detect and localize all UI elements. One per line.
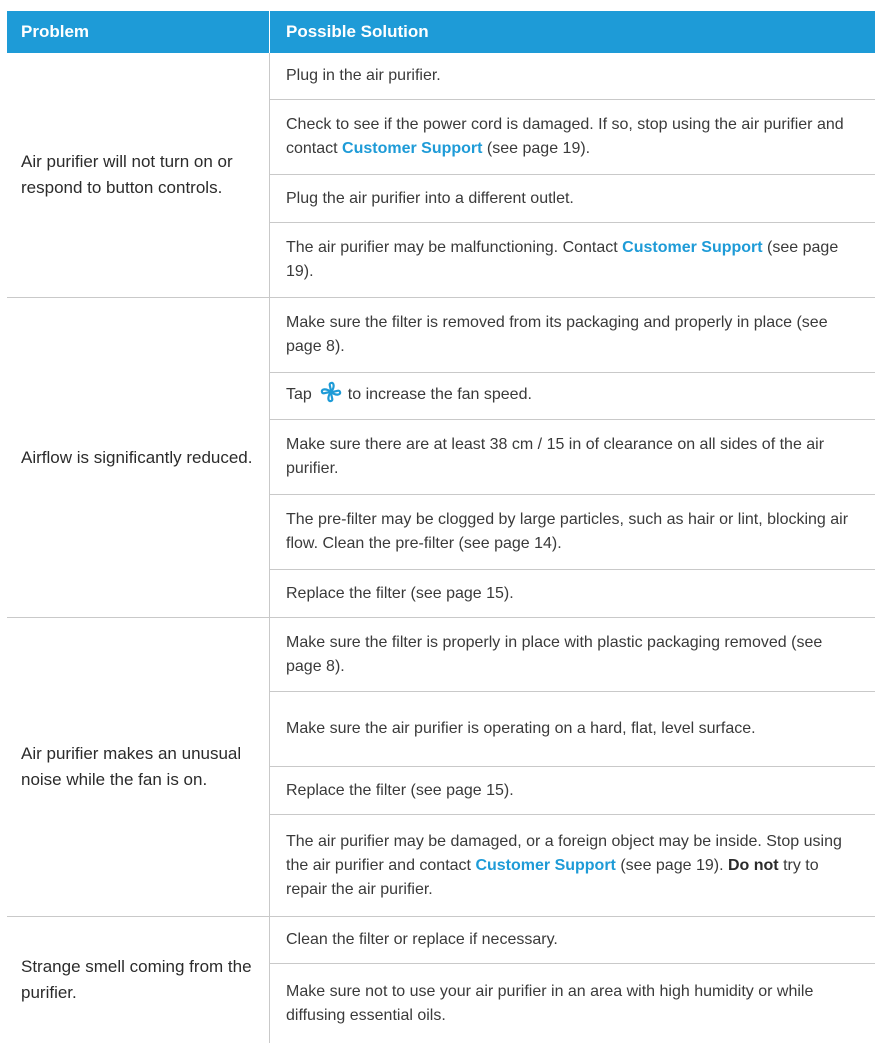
solution-text: Replace the filter (see page 15). bbox=[286, 781, 514, 799]
table-row bbox=[7, 53, 875, 298]
solution-cell bbox=[270, 495, 875, 570]
solution-list bbox=[270, 917, 875, 1043]
table-row bbox=[7, 917, 875, 1043]
solution-text: try to repair the air purifier. bbox=[286, 856, 819, 898]
solution-text: Check to see if the power cord is damaged. If so, stop using the air purifier and contact bbox=[286, 116, 844, 157]
solution-cell bbox=[270, 298, 875, 373]
solution-text: Replace the filter (see page 15). bbox=[286, 584, 514, 602]
customer-support-link[interactable]: Customer Support bbox=[475, 856, 616, 874]
header-problem: Problem bbox=[7, 11, 270, 53]
table-row bbox=[7, 618, 875, 917]
table-row bbox=[7, 298, 875, 618]
problem-cell: Strange smell coming from the purifier. bbox=[7, 917, 270, 1043]
solution-text: The pre-filter may be clogged by large particles, such as hair or lint, blocking air flow. Clean the pre-filter (see page 14). bbox=[286, 511, 849, 552]
solution-cell bbox=[270, 100, 875, 175]
solution-text: (see page 19). bbox=[482, 140, 591, 157]
header-solution: Possible Solution bbox=[286, 22, 429, 41]
solution-text: Make sure the filter is properly in place with plastic packaging removed (see page 8). bbox=[286, 633, 823, 675]
solution-cell bbox=[270, 964, 875, 1043]
warning-text: Do not bbox=[727, 856, 779, 874]
solution-cell bbox=[270, 815, 875, 916]
problem-cell: Air purifier will not turn on or respond to button controls. bbox=[7, 53, 270, 297]
customer-support-link[interactable]: Customer Support bbox=[342, 140, 483, 157]
solution-text: Make sure the air purifier is operating on a hard, flat, level surface. bbox=[286, 720, 756, 737]
troubleshooting-table bbox=[7, 11, 875, 1043]
problem-cell: Airflow is significantly reduced. bbox=[7, 298, 270, 617]
solution-list bbox=[270, 298, 875, 617]
solution-cell bbox=[270, 917, 875, 964]
solution-text: Plug the air purifier into a different outlet. bbox=[286, 189, 574, 207]
solution-cell bbox=[270, 692, 875, 767]
solution-cell bbox=[270, 373, 875, 420]
fan-icon bbox=[320, 381, 342, 411]
solution-text: to increase the fan speed. bbox=[347, 386, 532, 403]
solution-cell bbox=[270, 53, 875, 100]
solution-cell bbox=[270, 175, 875, 223]
solution-text: (see page 19). bbox=[286, 239, 839, 280]
solution-text: Make sure not to use your air purifier in an area with high humidity or while diffusing essential oils. bbox=[286, 982, 814, 1024]
solution-text: The air purifier may be damaged, or a foreign object may be inside. Stop using the air purifier and contact bbox=[286, 832, 842, 874]
solution-text: Tap bbox=[286, 386, 312, 403]
solution-text: Clean the filter or replace if necessary. bbox=[286, 931, 558, 948]
customer-support-link[interactable]: Customer Support bbox=[622, 239, 763, 256]
problem-cell: Air purifier makes an unusual noise while the fan is on. bbox=[7, 618, 270, 916]
solution-text: (see page 19). bbox=[615, 856, 728, 874]
solution-cell bbox=[270, 767, 875, 815]
solution-text: Make sure there are at least 38 cm / 15 in of clearance on all sides of the air purifier. bbox=[286, 436, 825, 477]
table-header bbox=[7, 11, 875, 53]
solution-text: Plug in the air purifier. bbox=[286, 67, 441, 84]
solution-text: Make sure the filter is removed from its packaging and properly in place (see page 8). bbox=[286, 314, 828, 355]
solution-list bbox=[270, 53, 875, 297]
solution-text: The air purifier may be malfunctioning. Contact bbox=[286, 239, 623, 256]
solution-cell bbox=[270, 618, 875, 692]
solution-cell bbox=[270, 570, 875, 617]
solution-cell bbox=[270, 223, 875, 297]
solution-cell bbox=[270, 420, 875, 495]
solution-list bbox=[270, 618, 875, 916]
